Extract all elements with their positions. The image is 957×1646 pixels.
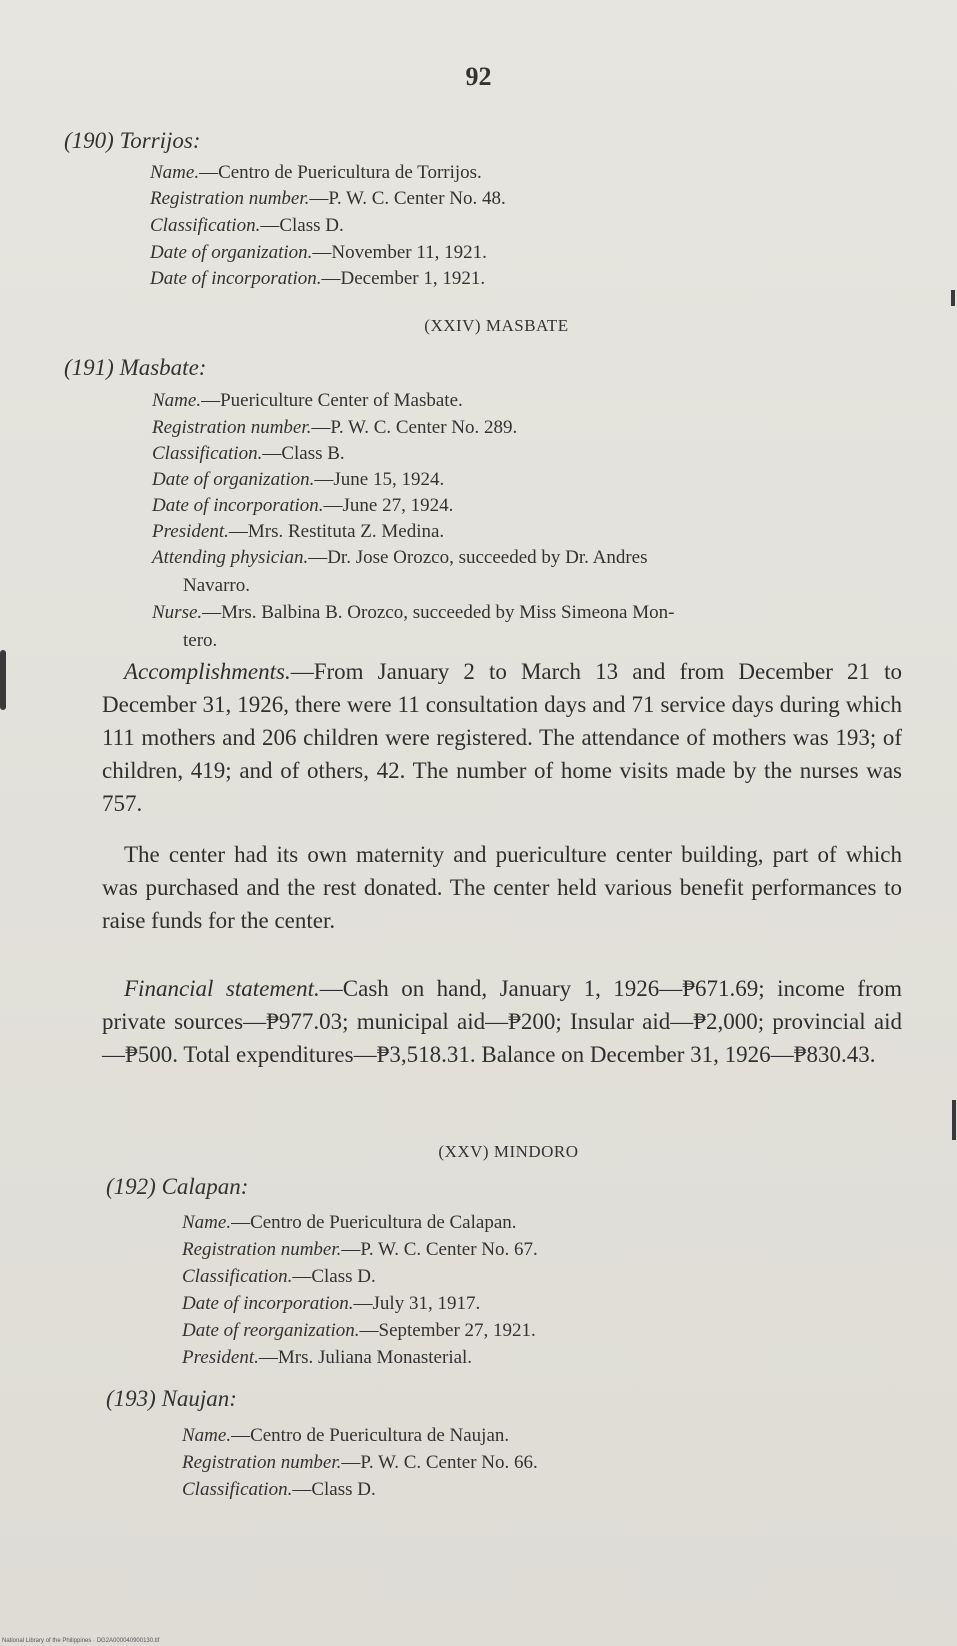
paragraph-text: —Cash on hand, January 1, 1926—₱671.69; income from private sources—₱977.03; municipal aid—₱200; Insular aid—₱2,000; provincial aid—₱500. Total expenditures—₱3,518.31. Balance on December 31, 1926—₱830.43. bbox=[102, 976, 902, 1067]
field-name bbox=[182, 1423, 509, 1449]
field-label: Attending physician. bbox=[152, 547, 309, 568]
paragraph-building: The center had its own maternity and puericulture center building, part of which was purchased and the rest donated. The center held various benefit performances to raise funds for the center. bbox=[102, 842, 902, 933]
field-value: —P. W. C. Center No. 67. bbox=[341, 1239, 538, 1260]
field-value: —Class D. bbox=[292, 1266, 376, 1287]
page-number: 92 bbox=[465, 62, 492, 91]
field-label: Name. bbox=[152, 390, 202, 411]
entry-heading-190: (190) Torrijos: bbox=[64, 128, 201, 153]
paragraph-text: —From January 2 to March 13 and from December 21 to December 31, 1926, there were 11 consultation days and 71 service days during which 111 mothers and 206 children were registered. The attendance of mothers was 193; of children, 419; and of others, 42. The number of home visits made by the nurses was 757. bbox=[102, 659, 902, 816]
field-president bbox=[152, 519, 444, 545]
paragraph-label: Financial statement. bbox=[124, 976, 320, 1001]
field-value: —P. W. C. Center No. 48. bbox=[309, 188, 506, 209]
field-value: —June 15, 1924. bbox=[314, 469, 445, 490]
field-value: —Dr. Jose Orozco, succeeded by Dr. Andres bbox=[308, 547, 648, 568]
field-label: Registration number. bbox=[150, 188, 310, 209]
field-date-of-incorporation bbox=[182, 1291, 480, 1317]
field-value: —November 11, 1921. bbox=[312, 242, 487, 263]
field-label: Date of incorporation. bbox=[150, 268, 322, 289]
field-registration-number bbox=[182, 1237, 538, 1263]
field-date-of-reorganization bbox=[182, 1318, 536, 1344]
entry-heading-191: (191) Masbate: bbox=[64, 355, 207, 380]
paragraph-accomplishments bbox=[102, 655, 902, 820]
scan-edge-mark bbox=[951, 290, 955, 306]
field-label: Name. bbox=[182, 1425, 232, 1446]
field-label: Classification. bbox=[152, 443, 263, 464]
field-label: President. bbox=[152, 521, 229, 542]
field-date-of-incorporation bbox=[150, 266, 485, 292]
section-title-mindoro: (XXV) MINDORO bbox=[438, 1142, 579, 1161]
field-label: Classification. bbox=[182, 1479, 293, 1500]
field-label: Nurse. bbox=[152, 602, 203, 623]
field-value: —P. W. C. Center No. 289. bbox=[311, 417, 518, 438]
field-label: Date of organization. bbox=[152, 469, 315, 490]
field-registration-number bbox=[150, 186, 506, 212]
field-value: —Puericulture Center of Masbate. bbox=[201, 390, 463, 411]
field-continuation: Navarro. bbox=[183, 575, 250, 596]
field-value: —Class D. bbox=[260, 215, 344, 236]
field-value: —Centro de Puericultura de Naujan. bbox=[231, 1425, 510, 1446]
field-value: —Centro de Puericultura de Torrijos. bbox=[199, 162, 482, 183]
entry-heading-193: (193) Naujan: bbox=[106, 1386, 237, 1411]
field-registration-number bbox=[152, 415, 517, 441]
field-label: Classification. bbox=[150, 215, 261, 236]
field-value: —Centro de Puericultura de Calapan. bbox=[231, 1212, 517, 1233]
field-value: —Mrs. Juliana Monasterial. bbox=[258, 1347, 473, 1368]
field-president bbox=[182, 1345, 472, 1371]
field-classification bbox=[150, 213, 344, 239]
scan-edge-mark bbox=[952, 1100, 956, 1140]
field-label: Date of incorporation. bbox=[182, 1293, 354, 1314]
field-value: —December 1, 1921. bbox=[321, 268, 486, 289]
field-label: Registration number. bbox=[182, 1452, 342, 1473]
field-date-of-organization bbox=[152, 467, 444, 493]
field-date-of-organization bbox=[150, 240, 487, 266]
scan-edge-mark bbox=[0, 650, 6, 710]
paragraph-financial-statement bbox=[102, 972, 902, 1071]
paragraph-label: Accomplishments. bbox=[124, 659, 291, 684]
field-date-of-incorporation bbox=[152, 493, 453, 519]
field-label: Name. bbox=[182, 1212, 232, 1233]
field-name bbox=[182, 1210, 517, 1236]
field-label: Registration number. bbox=[182, 1239, 342, 1260]
section-title-masbate: (XXIV) MASBATE bbox=[424, 316, 569, 335]
field-name bbox=[150, 160, 482, 186]
field-value: —Class B. bbox=[262, 443, 345, 464]
field-value: —P. W. C. Center No. 66. bbox=[341, 1452, 538, 1473]
field-value: —September 27, 1921. bbox=[359, 1320, 536, 1341]
field-name bbox=[152, 388, 463, 414]
field-attending-physician bbox=[152, 545, 647, 571]
field-classification bbox=[182, 1264, 376, 1290]
scan-footer: National Library of the Philippines · DG2A000040900130.tif bbox=[2, 1638, 160, 1644]
field-continuation: tero. bbox=[183, 630, 218, 651]
field-label: Date of organization. bbox=[150, 242, 313, 263]
field-value: —Mrs. Restituta Z. Medina. bbox=[228, 521, 445, 542]
entry-heading-192: (192) Calapan: bbox=[106, 1174, 249, 1199]
field-nurse bbox=[152, 600, 674, 626]
field-value: —July 31, 1917. bbox=[353, 1293, 481, 1314]
field-label: Classification. bbox=[182, 1266, 293, 1287]
field-value: —June 27, 1924. bbox=[323, 495, 454, 516]
field-value: —Mrs. Balbina B. Orozco, succeeded by Miss Simeona Mon- bbox=[202, 602, 675, 623]
field-classification bbox=[182, 1477, 376, 1503]
field-label: Name. bbox=[150, 162, 200, 183]
field-label: Registration number. bbox=[152, 417, 312, 438]
field-value: —Class D. bbox=[292, 1479, 376, 1500]
field-label: President. bbox=[182, 1347, 259, 1368]
field-classification bbox=[152, 441, 345, 467]
field-registration-number bbox=[182, 1450, 538, 1476]
field-label: Date of reorganization. bbox=[182, 1320, 360, 1341]
field-label: Date of incorporation. bbox=[152, 495, 324, 516]
